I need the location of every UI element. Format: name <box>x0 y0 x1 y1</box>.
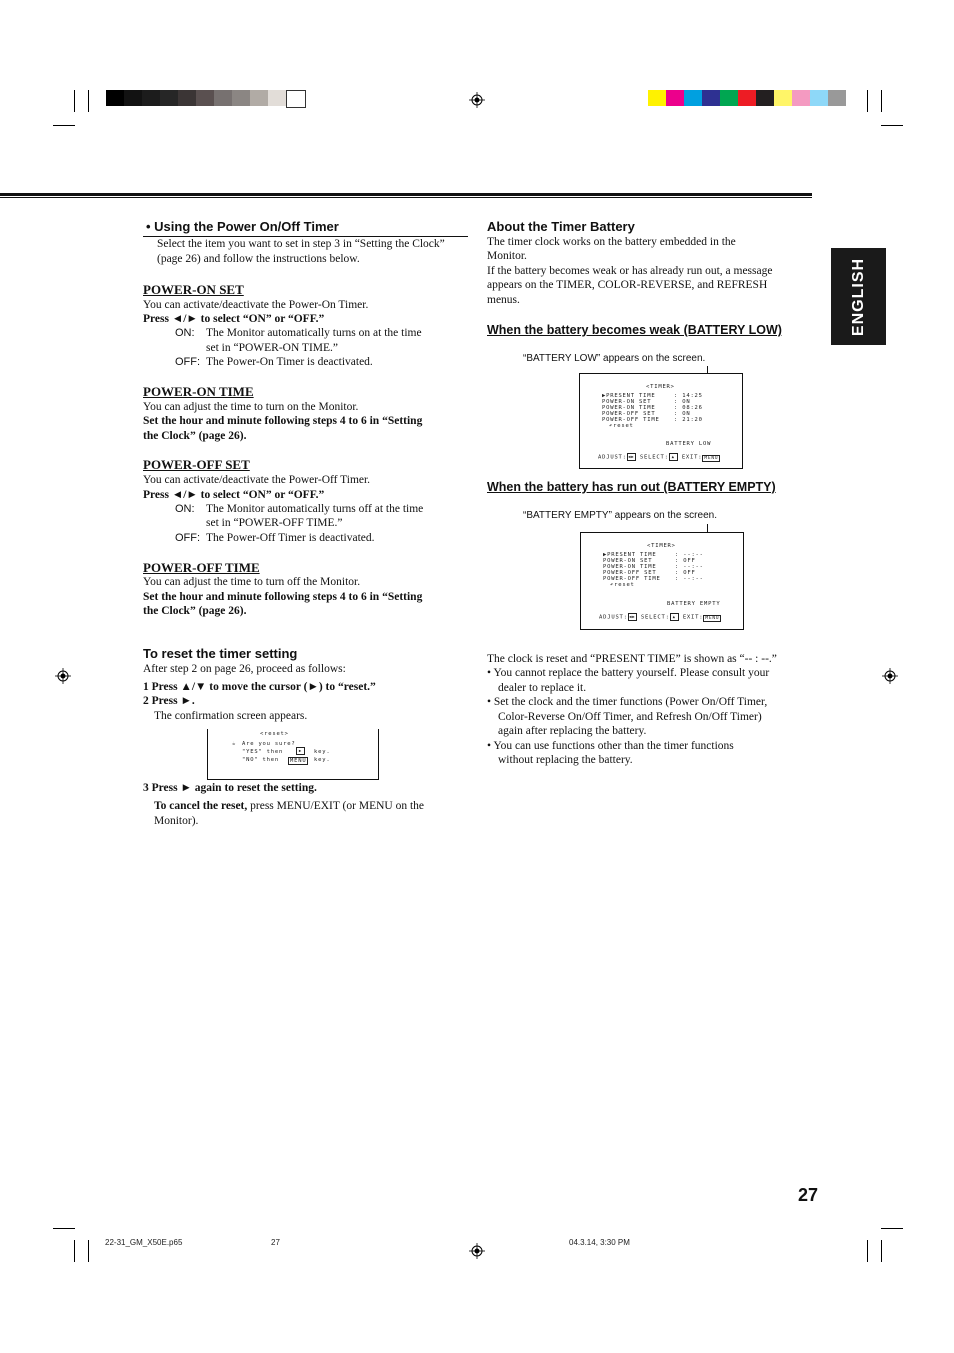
screen-row-value: : --:-- <box>675 564 704 570</box>
screen-row-value: : 14:25 <box>674 393 703 399</box>
screen-row-value: : --:-- <box>675 552 704 558</box>
crop-mark <box>74 90 75 112</box>
calibration-swatch <box>684 90 702 106</box>
screen-row-value: : --:-- <box>675 576 704 582</box>
screen-row-value: : 08:26 <box>674 405 703 411</box>
left-right-icon: ◀▶ <box>628 454 635 459</box>
adjust-label: ADJUST: <box>598 454 627 461</box>
menu-key-icon: MENU <box>290 758 307 764</box>
screen-row-value: : ON <box>674 399 691 405</box>
power-off-time-instruction-cont: the Clock” (page 26). <box>143 605 247 617</box>
reset-step-3: 3 Press ► again to reset the setting. <box>143 782 317 794</box>
crop-mark <box>867 1240 868 1262</box>
off-text: The Power-On Timer is deactivated. <box>206 356 373 368</box>
battery-empty-caption: “BATTERY EMPTY” appears on the screen. <box>523 510 717 521</box>
screen-row-label: POWER-OFF SET <box>602 411 656 417</box>
screen-row-label: POWER-ON SET <box>603 558 653 564</box>
crop-mark <box>53 1228 75 1229</box>
cancel-reset-bold: To cancel the reset, <box>154 800 248 812</box>
reset-step-1: 1 Press ▲/▼ to move the cursor (►) to “reset.” <box>143 681 376 693</box>
footer-date: 04.3.14, 3:30 PM <box>569 1238 630 1247</box>
on-text: The Monitor automatically turns off at the time <box>206 503 424 515</box>
on-label: ON: <box>175 327 195 339</box>
header-rule-thin <box>0 197 812 198</box>
reset-step-2-note: The confirmation screen appears. <box>154 710 308 722</box>
battery-para-1: The timer clock works on the battery embedded in the <box>487 236 736 248</box>
screen-row-label: POWER-OFF TIME <box>603 576 661 582</box>
on-text-cont: set in “POWER-ON TIME.” <box>206 342 339 354</box>
screen-row-label: POWER-OFF SET <box>603 570 657 576</box>
battery-low-message: BATTERY LOW <box>666 441 712 447</box>
bullet-line: without replacing the battery. <box>498 754 633 766</box>
calibration-swatch <box>250 90 268 106</box>
off-label: OFF: <box>175 356 201 368</box>
right-key-icon: ▶ <box>296 747 305 755</box>
screen-row-value: : 21:20 <box>674 417 703 423</box>
up-down-icon: ▲ <box>669 453 678 461</box>
registration-mark-icon <box>469 92 485 108</box>
crop-mark <box>881 125 903 126</box>
left-right-icon: ◀▶ <box>629 614 636 619</box>
power-off-time-heading: POWER-OFF TIME <box>143 560 260 575</box>
screen-footer <box>599 613 721 621</box>
battery-empty-screen <box>580 532 744 630</box>
battery-low-heading: When the battery becomes weak (BATTERY LOW) <box>487 323 782 337</box>
bullet-item <box>487 666 812 695</box>
calibration-swatch <box>756 90 774 106</box>
language-tab <box>831 248 886 345</box>
select-label: SELECT: <box>639 454 669 461</box>
screen-title: <reset> <box>260 731 289 737</box>
exit-label: EXIT: <box>681 454 703 461</box>
calibration-swatch <box>106 90 124 106</box>
crop-mark <box>881 1240 882 1262</box>
crop-mark <box>74 1240 75 1262</box>
calibration-swatch <box>738 90 756 106</box>
battery-empty-message: BATTERY EMPTY <box>667 601 721 607</box>
battery-low-screen <box>579 373 743 469</box>
battery-heading: About the Timer Battery <box>487 219 635 234</box>
cancel-reset-text-cont: Monitor). <box>154 814 199 827</box>
calibration-swatch <box>124 90 142 106</box>
screen-row-label: ▶PRESENT TIME <box>603 552 657 558</box>
screen-line: "NO" then <box>242 757 280 763</box>
screen-line: key. <box>314 749 331 755</box>
exit-label: EXIT: <box>682 614 704 621</box>
registration-mark-icon <box>55 668 71 684</box>
off-label: OFF: <box>175 532 201 544</box>
screen-row-value: : OFF <box>675 570 696 576</box>
calibration-swatch <box>160 90 178 106</box>
calibration-swatch <box>648 90 666 106</box>
power-on-set-desc: You can activate/deactivate the Power-On Timer. <box>143 299 369 311</box>
calibration-swatch <box>702 90 720 106</box>
battery-empty-heading: When the battery has run out (BATTERY EMPTY) <box>487 480 776 494</box>
screen-line: Are you sure? <box>242 741 296 747</box>
menu-key-icon: MENU <box>704 455 719 461</box>
cancel-reset-note <box>154 799 464 828</box>
calibration-swatch <box>792 90 810 106</box>
reset-intro: After step 2 on page 26, proceed as follows: <box>143 663 346 675</box>
power-on-time-heading: POWER-ON TIME <box>143 384 254 399</box>
bullet-line: dealer to replace it. <box>498 681 587 694</box>
screen-row-label: ▶PRESENT TIME <box>602 393 656 399</box>
screen-row-value: : OFF <box>675 558 696 564</box>
footer-page: 27 <box>271 1238 280 1247</box>
calibration-swatch <box>214 90 232 106</box>
screen-row-label: POWER-ON SET <box>602 399 652 405</box>
up-down-icon: ▲ <box>670 613 679 621</box>
battery-para-2-cont: appears on the TIMER, COLOR-REVERSE, and REFRESH <box>487 279 768 291</box>
battery-para-2: If the battery becomes weak or has already run out, a message <box>487 265 773 277</box>
screen-line: "YES" then <box>242 749 284 755</box>
on-text: The Monitor automatically turns on at the time <box>206 327 422 339</box>
calibration-swatch <box>232 90 250 106</box>
crop-mark <box>88 1240 89 1262</box>
calibration-swatch <box>720 90 738 106</box>
power-off-set-heading: POWER-OFF SET <box>143 457 250 472</box>
language-tab-label: ENGLISH <box>849 257 867 336</box>
calibration-swatch <box>666 90 684 106</box>
calibration-swatch <box>810 90 828 106</box>
power-off-time-instruction: Set the hour and minute following steps 4 to 6 in “Setting <box>143 591 423 603</box>
calibration-swatch <box>196 90 214 106</box>
clock-reset-note: The clock is reset and “PRESENT TIME” is shown as “-- : --.” <box>487 653 777 665</box>
power-off-set-press: Press ◄/► to select “ON” or “OFF.” <box>143 489 325 501</box>
calibration-swatch <box>286 90 306 108</box>
battery-para-2-cont: menus. <box>487 294 520 306</box>
cancel-reset-text: press MENU/EXIT (or MENU on the <box>247 800 424 812</box>
screen-line: key. <box>314 757 331 763</box>
intro-text: Select the item you want to set in step 3 in “Setting the Clock” (page 26) and follow the instructions below. <box>157 238 445 265</box>
bullet-line: again after replacing the battery. <box>498 725 647 737</box>
power-off-time-desc: You can adjust the time to turn off the Monitor. <box>143 576 361 588</box>
bullet-line: • You cannot replace the battery yourself. Please consult your <box>487 667 770 679</box>
calibration-swatch <box>178 90 196 106</box>
bullet-line: • Set the clock and the timer functions (Power On/Off Timer, <box>487 696 768 708</box>
screen-footer <box>598 453 720 461</box>
bullet-item <box>487 739 812 768</box>
power-on-set-heading: POWER-ON SET <box>143 282 244 297</box>
reset-confirmation-screen <box>207 729 379 780</box>
bullet-item <box>487 695 812 739</box>
off-text: The Power-Off Timer is deactivated. <box>206 532 375 544</box>
header-rule <box>0 193 812 196</box>
battery-bullets <box>487 666 812 768</box>
screen-reset-item: ↶reset <box>609 423 634 429</box>
screen-row-value: : ON <box>674 411 691 417</box>
screen-title: <TIMER> <box>646 384 675 390</box>
registration-mark-icon <box>882 668 898 684</box>
crop-mark <box>53 125 75 126</box>
crop-mark <box>867 90 868 112</box>
crop-mark <box>88 90 89 112</box>
select-label: SELECT: <box>640 614 670 621</box>
power-off-set-desc: You can activate/deactivate the Power-Off Timer. <box>143 474 371 486</box>
bullet-line: • You can use functions other than the timer functions <box>487 739 734 752</box>
crop-mark <box>881 1228 903 1229</box>
reset-heading: To reset the timer setting <box>143 646 298 661</box>
lock-icon: ☕ <box>232 741 237 747</box>
footer-file: 22-31_GM_X50E.p65 <box>105 1238 183 1247</box>
bullet-line: Color-Reverse On/Off Timer, and Refresh On/Off Timer) <box>498 710 762 723</box>
section-title: • Using the Power On/Off Timer <box>146 219 339 234</box>
menu-key-icon: MENU <box>705 615 720 621</box>
power-on-time-desc: You can adjust the time to turn on the Monitor. <box>143 401 359 413</box>
registration-mark-icon <box>469 1243 485 1259</box>
calibration-swatch <box>828 90 846 106</box>
power-on-time-instruction: Set the hour and minute following steps 4 to 6 in “Setting <box>143 415 423 427</box>
screen-row-label: POWER-ON TIME <box>603 564 657 570</box>
power-on-set-press: Press ◄/► to select “ON” or “OFF.” <box>143 313 325 325</box>
screen-reset-item: ↶reset <box>610 582 635 588</box>
screen-title: <TIMER> <box>647 543 676 549</box>
calibration-swatch <box>142 90 160 106</box>
calibration-swatch <box>774 90 792 106</box>
calibration-swatch <box>268 90 286 106</box>
reset-step-2: 2 Press ►. <box>143 695 195 707</box>
battery-para-1-cont: Monitor. <box>487 250 527 262</box>
power-on-time-instruction-cont: the Clock” (page 26). <box>143 430 247 442</box>
on-text-cont: set in “POWER-OFF TIME.” <box>206 517 343 529</box>
screen-row-label: POWER-OFF TIME <box>602 417 660 423</box>
adjust-label: ADJUST: <box>599 614 628 621</box>
page-number: 27 <box>798 1185 819 1205</box>
on-label: ON: <box>175 503 195 515</box>
crop-mark <box>881 90 882 112</box>
screen-row-label: POWER-ON TIME <box>602 405 656 411</box>
battery-low-caption: “BATTERY LOW” appears on the screen. <box>523 353 706 364</box>
